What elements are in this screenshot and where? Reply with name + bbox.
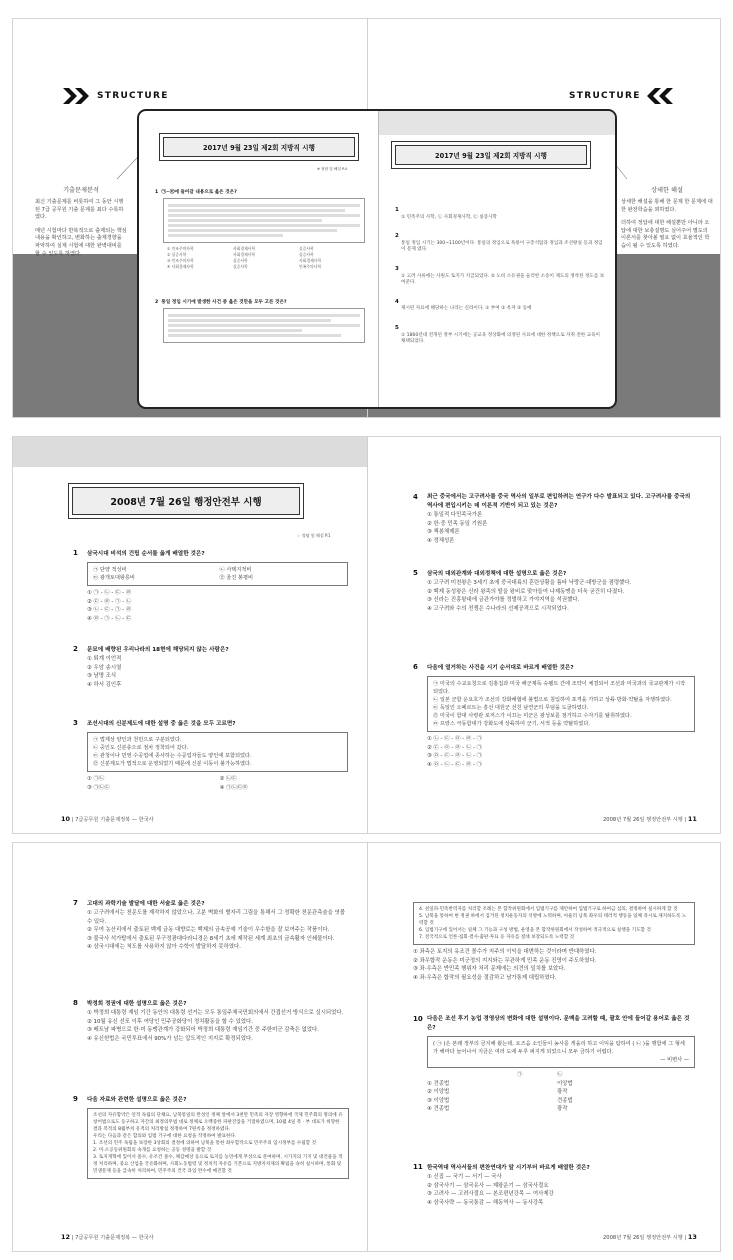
q1-text: 삼국시대 비석의 건립 순서를 옳게 배열한 것은? — [87, 551, 205, 557]
structure-label-left: STRUCTURE — [97, 91, 169, 101]
q5-options — [413, 579, 695, 613]
q10-options — [413, 1071, 695, 1114]
q2-option: ② 우암 송시열 — [87, 664, 122, 671]
q1-box-item: ㉢ 광개토대왕릉비 — [93, 575, 135, 581]
footer-text-left: 7급공무원 기출문제정복 — 한국사 — [75, 817, 154, 823]
q10-option-cell: 광작 — [557, 1106, 568, 1113]
structure-label-right: STRUCTURE — [569, 91, 641, 101]
mock-q1-option-row — [167, 264, 365, 270]
gutter — [367, 437, 368, 833]
q5-option: ① 고구려 미천왕은 3세기 초에 중국대륙의 혼란상황을 틈타 낙랑군·대방군을 점령했다. — [427, 580, 632, 586]
q10-option-cell: ① 견종법 — [427, 1080, 450, 1087]
q9-text: 다음 자료와 관련한 설명으로 옳은 것은? — [87, 1097, 187, 1103]
q6-box-item: ㉤ 프랑스 극동함대가 강화도에 상륙하여 군기, 서적 등을 약탈하였다. — [433, 721, 590, 727]
mock-answer-number: 5 — [395, 324, 399, 331]
mock-q1-option-cell: ① 인조주의사학 — [167, 246, 194, 251]
q4-number: 4 — [413, 493, 418, 501]
mock-title-right-box — [391, 141, 591, 169]
mock-q1-option-cell: 실증사학 — [299, 246, 314, 251]
q10-box-source: — 비변사 — — [660, 1057, 689, 1063]
page-number-right-3: 13 — [687, 1233, 697, 1241]
mock-answer-item — [395, 299, 605, 313]
gutter — [367, 843, 368, 1251]
q9-number: 9 — [73, 1095, 78, 1103]
q6-box-item: ㉠ 미국의 수교요청으로 김홍집과 미국 해군제독 슈펠트 간에 조약이 체결되어 조선과 미국과의 국교관계가 시작되었다. — [433, 681, 686, 695]
q3-text: 조선시대의 신분제도에 대한 설명 중 옳은 것을 모두 고르면? — [87, 721, 236, 727]
q7-option: ④ 삼국시대에는 척도를 사용하지 않아 수학이 발달하지 못하였다. — [87, 944, 241, 951]
page-number-left-3: 12 — [61, 1233, 71, 1241]
mock-q1-option-cell: 사회경제사학 — [233, 252, 256, 257]
q10-option-cell: ② 이앙법 — [427, 1089, 450, 1096]
q3-option: ② ㉡㉢ — [219, 776, 237, 782]
q10-option-cell: ③ 이앙법 — [427, 1097, 450, 1104]
q5-text: 삼국의 대외관계와 대외정책에 대한 설명으로 옳은 것은? — [427, 571, 567, 577]
mock-answer-text: ① 고려 사류에는 사원도 토지가 지급되었다. ② 노비 소유권을 둘러싼 소송이 제도의 정착된 정도를 보여준다. — [401, 273, 605, 286]
q10-option-cell: 이앙법 — [557, 1080, 573, 1087]
mock-answer-item — [395, 233, 605, 254]
q1-number: 1 — [73, 549, 78, 557]
q10-option-cell — [517, 1088, 557, 1097]
mock-answers — [395, 207, 605, 358]
page-title: 2008년 7월 26일 행정안전부 시행 — [72, 487, 300, 515]
question-9-continued — [413, 899, 695, 982]
q9-box — [87, 1108, 349, 1179]
q10-text: 다음은 조선 후기 농업 경영상의 변화에 대한 설명이다. 문맥을 고려할 때, 괄호 안에 들어갈 용어로 옳은 것은? — [427, 1016, 690, 1031]
q8-option: ① 박정희 대통령 재임 기간 동안의 대통령 선거는 모두 통일주체국민회의에서 간접선거 방식으로 실시되었다. — [87, 1010, 344, 1016]
mock-answer-text: ① 민족주의 사학, ㉡ 사회경제사학, ㉢ 실증사학 — [401, 214, 497, 220]
answer-note: ☞ 정답 및 해설 P.1 — [297, 533, 331, 538]
mock-q1-option-cell: ② 실증사학 — [167, 252, 187, 257]
mock-q1-option-cell: 민족주의사학 — [299, 264, 322, 269]
mock-q1-option-cell: 실증사학 — [233, 258, 248, 263]
mock-q1-option-cell: 사회경제사학 — [233, 246, 256, 251]
q3-option: ④ ㉠㉡㉢㉣ — [219, 784, 248, 791]
q11-text: 한국역대 역사서들의 편찬연대가 앞 시기부터 바르게 배열한 것은? — [427, 1165, 590, 1171]
side-note-left-p2: 매년 시험마다 반복적으로 출제되는 핵심내용을 확인하고, 변화하는 출제경향을 파악하여 실제 시험에 대한 완벽대비를 할 수 있도록 하였다. — [35, 227, 127, 257]
q3-option: ③ ㉠㉡㉢ — [87, 784, 110, 791]
footer-text-right-3: 2008년 7월 26일 행정안전부 시행 — [603, 1235, 683, 1241]
q6-option: ① ㉡ - ㉢ - ㉤ - ㉣ - ㉠ — [427, 736, 482, 742]
q10-box — [427, 1036, 695, 1068]
q1-options — [73, 589, 348, 623]
q3-box — [87, 732, 348, 772]
q8-option: ④ 유신헌법은 국민투표에서 90%가 넘는 압도적인 지지로 확정되었다. — [87, 1035, 253, 1042]
side-note-right-head: 상세한 해설 — [651, 187, 683, 194]
page-footer-right-3: 2008년 7월 26일 행정안전부 시행 | 13 — [603, 1233, 697, 1241]
q7-options — [73, 909, 349, 952]
q1-box-item: ㉠ 단양 적성비 — [93, 567, 127, 573]
q4-option: ① 통일적 다민족국가론 — [427, 512, 483, 518]
q3-box-item: ㉣ 신분제도가 법적으로 운영되었기 때문에 신분 이동이 불가능하였다. — [93, 761, 252, 767]
q2-text: 문묘에 배향된 우리나라의 18현에 해당되지 않는 사람은? — [87, 647, 229, 653]
q8-options — [73, 1009, 349, 1043]
q7-number: 7 — [73, 899, 78, 907]
q10-option-cell — [427, 1071, 517, 1080]
mock-answer-text: 통일 정입 시기는 300~1100년이다. 통일의 정입으로 흑룡이 구층석탑과 정입과 조선왕실 등과 정입이 문제 였다. — [401, 240, 603, 253]
q9-continued-option: ③ 좌·우측은 반민족 행위자 처리 문제에는 의견의 일치를 보았다. — [413, 966, 566, 973]
q7-option: ② 무여 농산리에서 출토된 백제 금동 대향로는 백제의 금속공예 기술이 우수함을 잘 보여주는 작품이다. — [87, 927, 330, 934]
q10-option-cell — [517, 1105, 557, 1114]
q9-continued-box — [413, 902, 695, 945]
q11-options — [413, 1173, 695, 1207]
q6-box-item: ㉣ 미국이 함대 사령관 로저스가 이끄는 미군은 광성보를 점거하고 수자기를 탈취하였다. — [433, 713, 632, 719]
q9-box-item: 3. 토지개혁에 있어서 몰수, 유조건 몰수, 체감매상 등으로 토지를 농민에게 무상으로 분여하며, 시가지의 기지 및 대건물을 적정 처리하며, 중요 산업을 국유화하며, 사회노동법령 및 정치적 자유를 기본으로 지방자치제의 확립을 속히 실시하며, 통화 및 민생문제 등을 급속히 처리하여, 민주주의 건국 과업 완수에 매진할 것 — [93, 1155, 343, 1174]
q6-box-item: ㉢ 독일인 오페르트는 흥선 대원군 선친 남연군의 무덤을 도굴하였다. — [433, 705, 589, 711]
q9-continued-option: ④ 좌·우측은 합작의 필요성을 절감하고 남가통제 대립하였다. — [413, 974, 557, 981]
q11-option: ③ 고려사 — 고려사절요 — 본조편년강목 — 여사제강 — [427, 1191, 554, 1198]
mock-answer-item — [395, 266, 605, 287]
q9-continued-box-item: 5. 남북을 통하여 현 정권 하에서 검거된 정치운동자의 석방에 노력하며, 아울러 남북 좌우의 테러적 행동을 일체 즉시로 제지하도록 노력할 것 — [419, 914, 687, 926]
q10-option-row — [427, 1080, 695, 1089]
q4-options — [413, 511, 695, 545]
page-number-left: 10 — [61, 815, 71, 823]
q1-option: ② ㉢ - ㉣ - ㉠ - ㉡ — [87, 598, 132, 605]
q3-number: 3 — [73, 719, 78, 727]
q9-box-item: 조선의 자유함약은 연적 독립의 단체요, 남북통일의 완성인 정체 앞에서 3천만 민족의 자장 영향하에 국제 민주회의 명의에 유창어법으로도 등구하고 자간의 최정의무법 대로 정체로 오백중한 파판진압을 거점하였으며, 10월 4일 폭 · 부 대표가 희망한 결과 폭적의 8월부쳐 유적의 처리방침 정정하여 7원칙을 정정하였다. — [93, 1113, 343, 1132]
q10-option-cell: ㉡ — [557, 1072, 563, 1078]
q5-option: ③ 신라는 진흥왕대에 금관가야를 정벌하고 가야지역을 석권했다. — [427, 597, 580, 604]
side-note-right-p2: 더하여 정답에 대한 해설뿐만 아니라 오답에 대한 보충설명도 실어주어 별도의 이론서를 찾아볼 필요 없이 효율적인 학습이 될 수 있도록 하였다. — [621, 220, 710, 249]
q9-box-item: 우리는 다음과 같은 합의와 입법 기구에 대한 요청을 작정하여 발표한다. — [93, 1134, 237, 1139]
question-8 — [73, 999, 349, 1043]
q6-box-item: ㉡ 일본 군함 운요호가 조선의 강화해협에 불법으로 침입하여 포격을 가하고 상륙·방화·약탈을 자행하였다. — [433, 697, 672, 703]
mock-answer-item — [395, 325, 605, 346]
q10-box-text: ( ㉠ )은 본래 정부의 금지해 왔는데, 요즈음 소인들이 농사를 게을리 하고 이익을 탐하여 ( ㉡ )을 행함에 그 형세가 해마다 늘어나서 지금은 여러 도에 두루 퍼지게 되었으니 모두 금하기 어렵다. — [433, 1041, 685, 1055]
question-2 — [73, 645, 348, 689]
q9-continued-box-item: 6. 입법기구에 있어서는 일체 그 기능과 구성 방법, 운영을 본 합작위원회에서 작성하여 적극적으로 실행을 기도할 것 — [419, 928, 651, 933]
q8-text: 박정희 정권에 대한 설명으로 옳은 것은? — [87, 1001, 187, 1007]
mock-question-1 — [155, 189, 365, 270]
q10-option-row — [427, 1071, 695, 1080]
side-note-left-p1: 최신 기출문제를 비롯하여 그 동안 시행된 7급 공무원 기출 문제를 최다 수록하였다. — [35, 199, 124, 221]
q9-continued-box-item: 4. 친일파·민족반역자를 처리할 조례는 본 합작위원회에서 입법기구를 제안하여 입법기구로 하여금 심의, 결정하여 실시하게 할 것 — [419, 907, 678, 912]
q3-box-item: ㉠ 법제상 양인과 천민으로 구분되었다. — [93, 737, 182, 743]
q11-option: ① 신집 — 국기 — 서기 — 국사 — [427, 1174, 502, 1180]
q10-option-cell — [517, 1080, 557, 1089]
question-3 — [73, 719, 348, 792]
q10-option-row — [427, 1105, 695, 1114]
mock-q1-num: 1 — [155, 190, 159, 195]
q10-option-cell: ㉠ — [517, 1072, 523, 1078]
q6-option: ② ㉢ - ㉤ - ㉣ - ㉡ - ㉠ — [427, 744, 482, 751]
mock-answer-number: 4 — [395, 298, 399, 305]
question-10 — [413, 1015, 695, 1114]
mock-q2-num: 2 — [155, 300, 159, 305]
q7-text: 고대의 과학기술 발달에 대한 서술로 옳은 것은? — [87, 901, 205, 907]
q9-box-item: 1. 조선의 민주 독립을 보장한 3상회의 결정에 의하여 남북을 통한 좌우합작으로 민주주의 임시정부를 수립할 것 — [93, 1141, 317, 1146]
q11-number: 11 — [413, 1163, 423, 1171]
q1-box-item: ㉡ 사택지적비 — [219, 567, 252, 573]
spread-3 — [12, 842, 721, 1252]
q9-continued-box-item: 7. 전국적으로 언론·집회·결사·출판·투표 등 자유를 절대 보장되도록 노력할 것 — [419, 935, 575, 940]
question-1 — [73, 549, 348, 623]
mock-title-left-box — [159, 133, 359, 161]
question-11 — [413, 1163, 695, 1207]
q8-number: 8 — [73, 999, 78, 1007]
q10-option-row — [427, 1097, 695, 1106]
q7-option: ① 고구려에서는 천문도를 제작하지 않았으나, 고분 벽화의 별자리 그림을 통해서 그 정확한 천문관측술을 엿볼 수 있다. — [87, 910, 345, 925]
q11-option: ④ 삼국사략 — 동국통감 — 해동역사 — 동사강목 — [427, 1199, 544, 1206]
q1-option: ③ ㉡ - ㉢ - ㉠ - ㉣ — [87, 607, 132, 614]
q4-option: ④ 정체성론 — [427, 537, 455, 544]
side-note-left-head: 기출문제분석 — [63, 187, 99, 194]
mock-q1-option-cell: 실증사학 — [233, 264, 248, 269]
question-9 — [73, 1095, 349, 1182]
q4-option: ② 한·중 민족 동일 기원론 — [427, 520, 488, 527]
q5-option: ④ 고구려와 수의 전쟁은 수나라의 선제공격으로 시작되었다. — [427, 605, 569, 612]
mock-question-2 — [155, 299, 365, 346]
q8-option: ③ 베트남 파병으로 한·미 동맹관계가 강화되어 박정희 대통령 재임기간 중 주한미군 감축은 없었다. — [87, 1027, 319, 1034]
mock-q1-option-cell: ③ 인조주의사학 — [167, 258, 194, 263]
q3-box-item: ㉢ 관청이나 민영 수공업에 종사하는 수공업자들도 양인에 포함되었다. — [93, 753, 252, 759]
mock-title-right: 2017년 9월 23일 제2회 지방직 시행 — [395, 145, 587, 165]
mock-q2-text: 통일 정입 시기에 발생한 사건 중 옳은 것만을 모두 고른 것은? — [161, 300, 287, 305]
q2-option: ① 퇴계 이언적 — [87, 656, 122, 662]
question-4 — [413, 493, 695, 545]
q3-options — [73, 775, 348, 792]
q5-option: ② 백제 동성왕은 신라 왕족의 딸을 왕비로 맞아들여 나제동맹을 더욱 굳건히 다졌다. — [427, 588, 625, 595]
page-footer-left-3: 12 | 7급공무원 기출문제정복 — 한국사 — [61, 1233, 154, 1241]
q6-options — [413, 735, 695, 769]
q11-option: ② 삼국사기 — 삼국유사 — 제왕운기 — 삼국사절요 — [427, 1182, 549, 1189]
q3-box-item: ㉡ 중인도 신분층으로 점차 정착되어 갔다. — [93, 745, 189, 751]
question-7 — [73, 899, 349, 952]
mock-book — [137, 109, 617, 409]
q9-continued-options — [413, 948, 695, 982]
q6-number: 6 — [413, 663, 418, 671]
q1-box — [87, 562, 348, 586]
q6-option: ③ ㉤ - ㉢ - ㉣ - ㉡ - ㉠ — [427, 753, 482, 760]
mock-answer-number: 1 — [395, 207, 399, 213]
page-footer-left: 10 | 7급공무원 기출문제정복 — 한국사 — [61, 815, 154, 823]
page-footer-right: 2008년 7월 26일 행정안전부 시행 | 11 — [603, 815, 697, 823]
q10-option-cell: ④ 견종법 — [427, 1106, 450, 1113]
q6-option: ④ ㉤ - ㉡ - ㉢ - ㉣ - ㉠ — [427, 761, 482, 768]
page-number-right: 11 — [687, 815, 697, 823]
q2-options — [73, 655, 348, 689]
q1-option: ① ㉠ - ㉡ - ㉢ - ㉣ — [87, 590, 132, 596]
header-band — [13, 437, 367, 467]
structure-spread — [12, 18, 721, 418]
footer-text-right: 2008년 7월 26일 행정안전부 시행 — [603, 817, 683, 823]
mock-answer-item — [395, 207, 605, 221]
mock-answer-text: ① 1860년대 전개된 정부 시기에는 공교육 정상화에 의정된 사료에 대한 정책으로 자취 전한 교육이 채택되었다. — [401, 332, 600, 345]
q3-option: ① ㉠㉡ — [87, 776, 105, 782]
q10-option-cell: 견종법 — [557, 1097, 573, 1104]
q5-number: 5 — [413, 569, 418, 577]
side-note-right-p1: 상세한 해설을 통해 한 문제 한 문제에 대한 완전학습을 꾀하였다. — [621, 199, 713, 213]
mock-answer-number: 2 — [395, 233, 399, 240]
mock-note: ※ 정답 및 해설 P.4 — [317, 167, 347, 171]
q6-box — [427, 676, 695, 732]
q4-option: ③ 책봉체제론 — [427, 529, 460, 536]
mock-answer-number: 3 — [395, 265, 399, 272]
q8-option: ② 10월 유신 선포 이후 여당인 민주공화당이 정치활동을 할 수 있었다. — [87, 1018, 253, 1025]
q4-text: 최근 중국에서는 고구려사를 중국 역사의 일부로 편입하려는 연구가 다수 발표되고 있다. 고구려사를 중국의 역사에 편입시키는 데 이론적 기반이 되고 있는 것은? — [427, 494, 691, 509]
q6-text: 다음에 열거하는 사건을 시기 순서대로 바르게 배열한 것은? — [427, 665, 574, 671]
q10-option-cell — [517, 1097, 557, 1106]
q10-option-cell: 광작 — [557, 1089, 568, 1096]
mock-q1-options — [155, 246, 365, 270]
q10-number: 10 — [413, 1015, 423, 1023]
page-title-box — [68, 483, 304, 519]
mock-title-left: 2017년 9월 23일 제2회 지방직 시행 — [163, 137, 355, 157]
q10-option-row — [427, 1088, 695, 1097]
q2-option: ③ 남명 조식 — [87, 673, 117, 680]
q2-number: 2 — [73, 645, 78, 653]
q1-box-item: ㉣ 울진 봉평비 — [219, 575, 254, 581]
mock-answer-text: 제시된 자료에 해당하는 나라는 신라이다. ① 부여 ② 옥저 ③ 동예 — [401, 306, 532, 312]
mock-q1-option-cell: 사회경제사학 — [299, 258, 322, 263]
footer-text-left-3: 7급공무원 기출문제정복 — 한국사 — [75, 1235, 154, 1241]
spread-2 — [12, 436, 721, 834]
q9-continued-option: ① 좌측은 토지의 유조건 몰수가 지주의 이익을 대변하는 것이라며 반대하였다. — [413, 949, 597, 955]
mock-q1-text: ㉠~㉣에 들어갈 내용으로 옳은 것은? — [161, 190, 237, 195]
question-6 — [413, 663, 695, 769]
mock-q1-option-cell: ④ 사회경제사학 — [167, 264, 194, 269]
q9-continued-option: ② 좌우합작 운동은 미군정의 지지와는 무관하게 민족 운동 진영이 주도하였다. — [413, 957, 597, 964]
q9-box-item: 2. 미·소공동위원회의 속개를 요청하는 공동 성명을 발할 것 — [93, 1148, 212, 1153]
q7-option: ③ 불국사 석가탑에서 출토된 무구정광대다라니경은 8세기 초에 제작된 세계 최초의 금속활자 인쇄물이다. — [87, 935, 335, 942]
q2-option: ④ 하서 김인후 — [87, 681, 122, 688]
question-5 — [413, 569, 695, 613]
q1-option: ④ ㉣ - ㉠ - ㉡ - ㉢ — [87, 615, 132, 622]
mock-q1-option-cell: 실증사학 — [299, 252, 314, 257]
